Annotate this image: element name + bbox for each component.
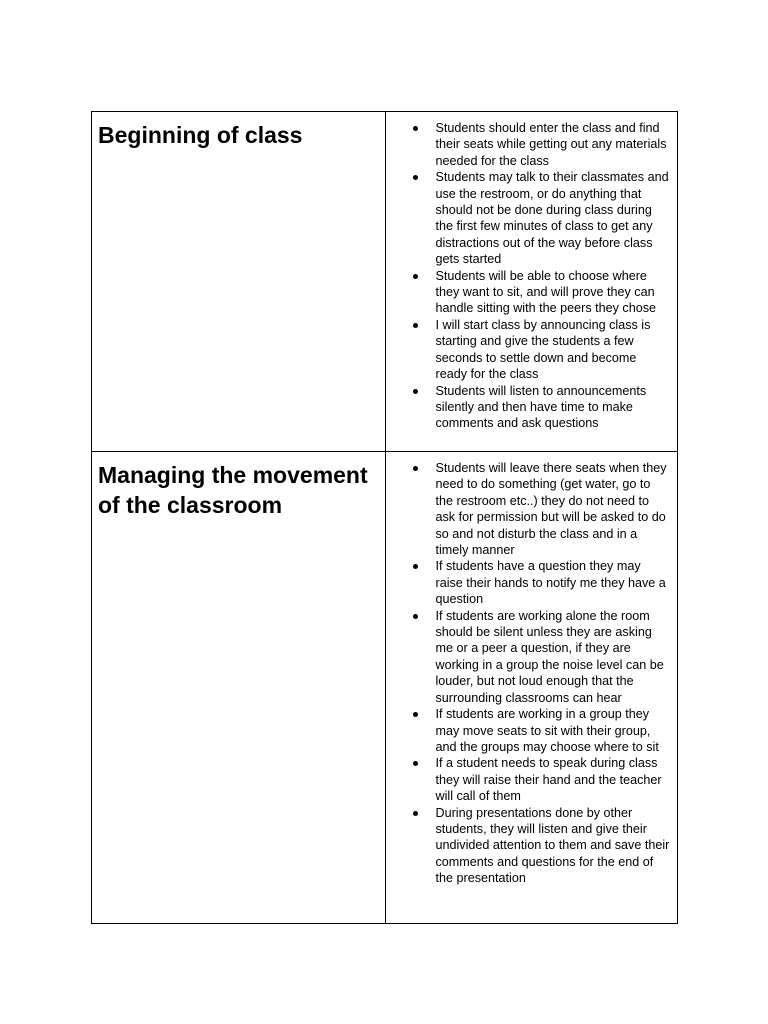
section-bullets-cell [385,452,678,924]
list-item [386,755,672,804]
list-item [386,805,672,887]
list-item-text: Students should enter the class and find their seats while getting out any materials needed for the class [435,121,667,168]
bullet-icon [413,614,418,619]
list-item [386,558,672,607]
list-item-text: Students will be able to choose where they want to sit, and will prove they can handle sitting with the peers they chose [435,268,657,316]
bullet-icon [413,564,418,569]
list-item-text: I will start class by announcing class is starting and give the students a few seconds to settle down and become ready for the class [435,317,651,382]
section-title: Managing the movement of the classroom [98,462,368,518]
bullet-icon [413,274,418,279]
bullet-icon [413,761,418,766]
bullet-icon [413,712,418,717]
list-item-text: Students may talk to their classmates and use the restroom, or do anything that should not be done during class during the first few minutes of class to get any distractions out of the way before class gets started [435,170,669,267]
list-item [386,169,672,267]
list-item-text: If students have a question they may raise their hands to notify me they have a question [435,559,666,607]
list-item-text: Students will leave there seats when they need to do something (get water, go to the restroom etc..) they do not need to ask for permission but will be asked to do so and not disturb the class and in a timely manner [435,461,667,558]
list-item-text: During presentations done by other students, they will listen and give their undivided attention to them and save their comments and questions for the end of the presentation [435,805,670,886]
procedures-table [91,111,678,924]
bullet-list [386,452,678,893]
section-bullets-cell [385,112,678,452]
bullet-icon [413,126,418,131]
list-item [386,383,672,432]
list-item [386,317,672,383]
section-title-cell [92,452,386,924]
table-row [92,112,678,452]
list-item [386,608,672,706]
bullet-list [386,112,678,438]
list-item [386,268,672,317]
bullet-icon [413,175,418,180]
list-item [386,120,672,169]
bullet-icon [413,811,418,816]
list-item-text: Students will listen to announcements silently and then have time to make comments and ask questions [435,383,647,431]
list-item-text: If students are working in a group they may move seats to sit with their group, and the groups may choose where to sit [435,707,659,754]
list-item [386,460,672,558]
list-item-text: If a student needs to speak during class they will raise their hand and the teacher will call of them [435,756,662,804]
list-item [386,706,672,755]
bullet-icon [413,466,418,471]
table-row [92,452,678,924]
bullet-icon [413,323,418,328]
list-item-text: If students are working alone the room should be silent unless they are asking me or a peer a question, if they are working in a group the noise level can be louder, but not loud enough that the surrounding classrooms can hear [435,608,664,705]
bullet-icon [413,389,418,394]
section-title-cell [92,112,386,452]
section-title: Beginning of class [98,122,303,148]
